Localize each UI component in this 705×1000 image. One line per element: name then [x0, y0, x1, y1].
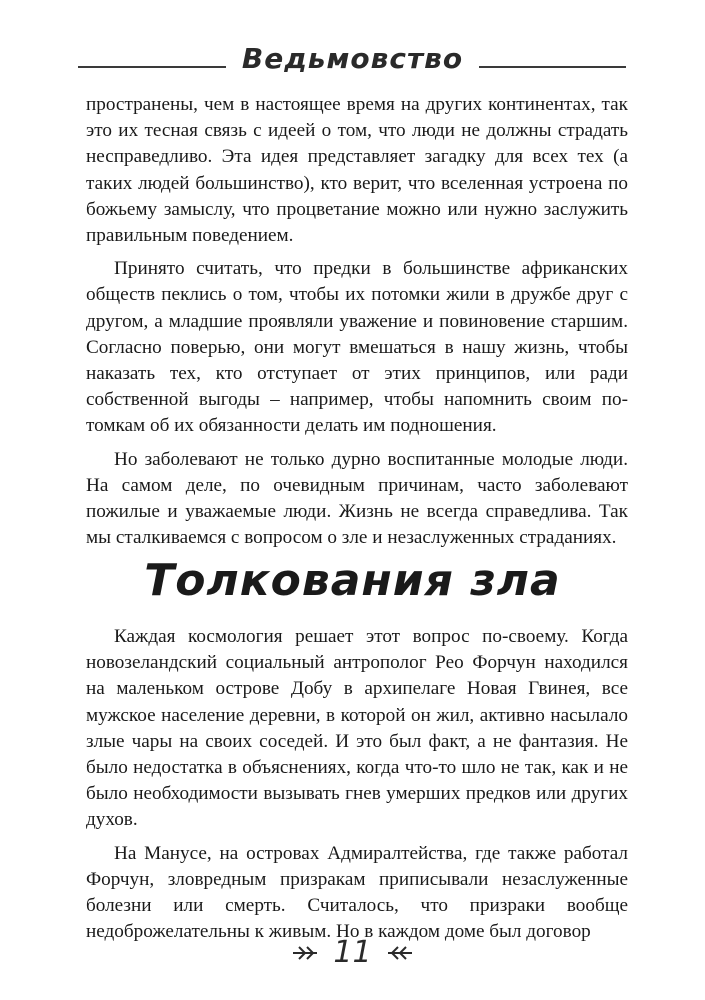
page-footer [0, 935, 705, 970]
paragraph: На Манусе, на островах Адмиралтейства, где также работал Форчун, зловредным призракам приписывали незаслуженные болезни или смерть. Считалось, что призраки вообще недоброжелательны к живым. Но в каждом доме был договор [86, 842, 628, 943]
running-title-text: Ведьмовство [226, 42, 479, 75]
text-block-bottom [86, 624, 628, 952]
paragraph: Но заболевают не только дурно воспитанные молодые люди. На самом деле, по очевидным причинам, часто заболевают пожилые и уважаемые люди. Жизнь не всегда справедлива. Так мы сталкиваемся с вопросом о зле и незаслуженных страданиях. [86, 448, 628, 549]
section-heading: Толкования зла [144, 555, 561, 606]
running-title [0, 42, 705, 75]
left-ornament-icon [291, 942, 321, 964]
text-block-top [86, 92, 628, 558]
running-header [0, 30, 705, 80]
page-number: 11 [333, 935, 372, 970]
paragraph: Каждая космология решает этот вопрос по-своему. Когда новозеландский социальный антрополог Рео Форчун находился на маленьком острове Добу в архипелаге Новая Гвинея, все мужское население деревни, в которой он жил, активно насылало злые чары на своих соседей. И это был факт, а не фантазия. Не было недостатка в объяснениях, когда что-то шло не так, как и не было необходимости вызывать гнев умерших предков или других духов. [86, 626, 628, 831]
paragraph: пространены, чем в настоящее время на других континентах, так это их тесная связь с идеей о том, что люди не должны страдать несправедливо. Эта идея представляет загадку для всех тех (а таких людей большинство), кто верит, что вселенная устроена по божьему замыслу, что процветание можно или нужно заслужить правильным поведением. [86, 94, 628, 247]
paragraph: Принято считать, что предки в большинстве африканских обществ пеклись о том, чтобы их потомки жили в дружбе друг с другом, а младшие проявляли уважение и повиновение старшим. Согласно поверью, они могут вмешаться в нашу жизнь, чтобы наказать тех, кто отступает от этих принципов, или ради собственной выгоды – например, чтобы напомнить своим потомкам об их обязанности делать им подношения. [86, 258, 628, 437]
right-ornament-icon [384, 942, 414, 964]
